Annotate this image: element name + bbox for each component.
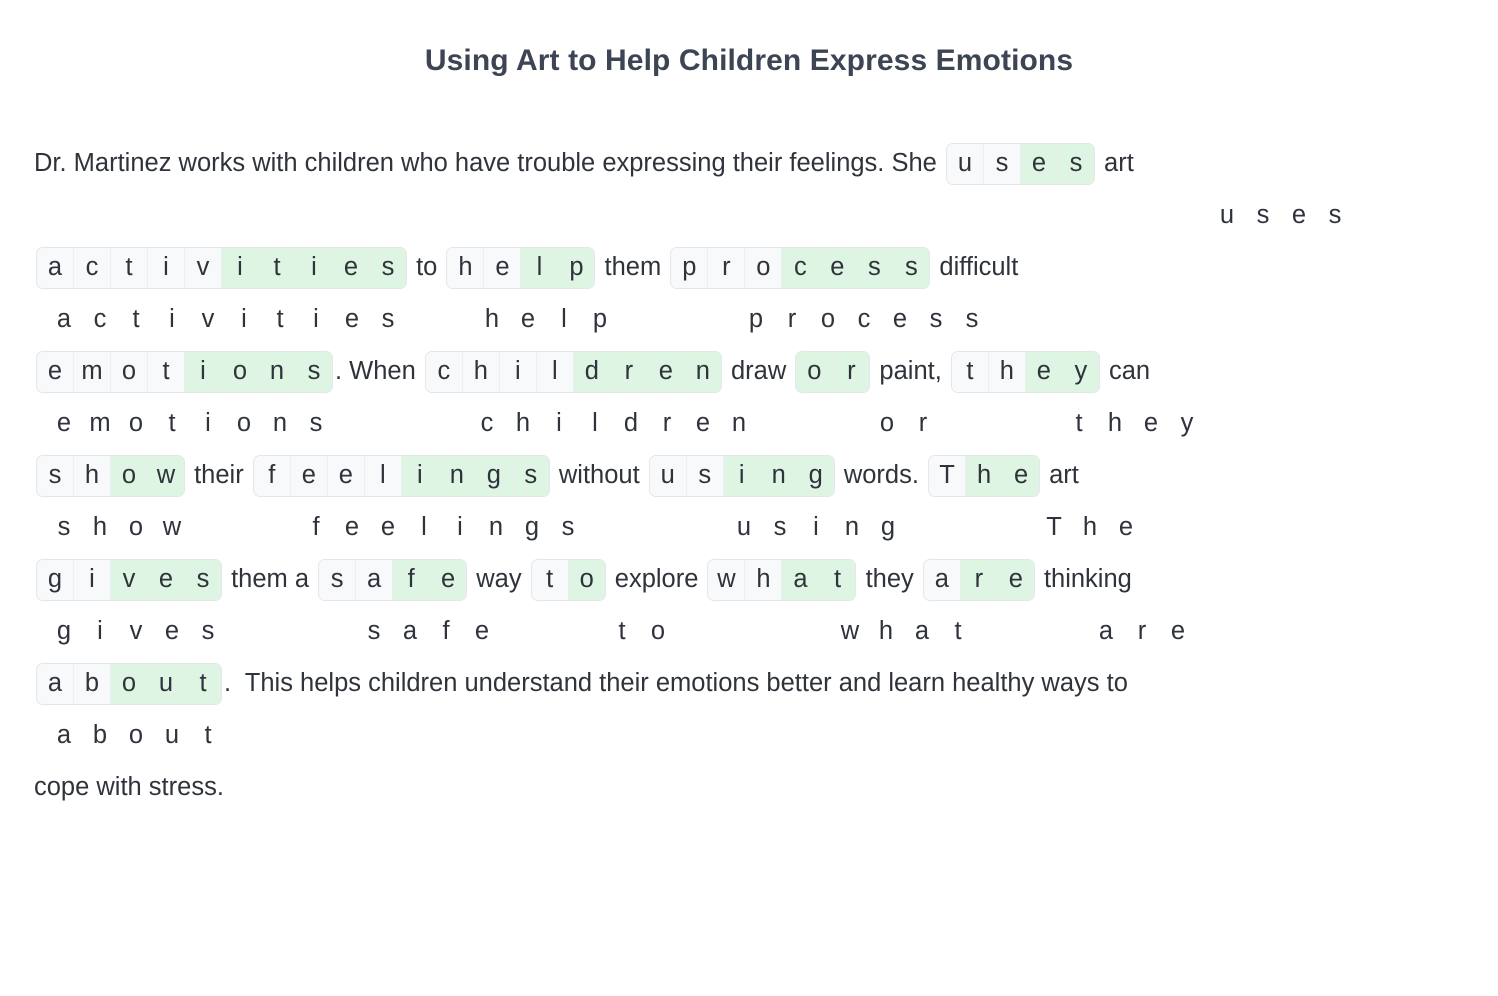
static-text: Dr. Martinez works with children who have trouble expressing their feelings. She — [34, 149, 944, 178]
letter-cell[interactable]: e — [1021, 144, 1058, 184]
letter-cell[interactable]: o — [569, 560, 605, 600]
text-line-main — [34, 240, 1464, 296]
letter-cell[interactable]: t — [111, 248, 148, 288]
document-body — [34, 136, 1464, 816]
letter-cell[interactable]: e — [328, 456, 365, 496]
shadow-letter: t — [276, 305, 284, 334]
letter-cell[interactable]: p — [671, 248, 708, 288]
shadow-word — [356, 619, 500, 645]
letter-cell[interactable]: l — [537, 352, 574, 392]
shadow-letter: h — [1107, 409, 1123, 438]
shadow-letter: i — [457, 513, 463, 542]
shadow-letter: h — [1082, 513, 1098, 542]
shadow-letter: u — [1219, 201, 1235, 230]
static-text: without — [551, 461, 647, 490]
letter-cell[interactable]: c — [782, 248, 819, 288]
shadow-word — [298, 515, 586, 541]
letter-cell[interactable]: r — [708, 248, 745, 288]
shadow-letter: i — [97, 617, 103, 646]
letter-cell[interactable]: v — [111, 560, 148, 600]
shadow-word — [869, 411, 941, 437]
static-text: they — [858, 565, 921, 594]
letter-cell[interactable]: a — [924, 560, 961, 600]
shadow-letter: e — [1291, 201, 1307, 230]
shadow-letter: h — [484, 305, 500, 334]
shadow-letter: f — [312, 513, 320, 542]
static-text: difficult — [932, 253, 1019, 282]
text-line-main — [34, 448, 1464, 504]
shadow-letter: a — [56, 305, 72, 334]
letter-cell[interactable]: s — [37, 456, 74, 496]
letter-cell[interactable]: f — [254, 456, 291, 496]
text-line-main — [34, 552, 1464, 608]
letter-cell[interactable]: T — [929, 456, 966, 496]
letter-cell[interactable]: i — [724, 456, 761, 496]
shadow-letter: g — [880, 513, 896, 542]
shadow-letter: w — [162, 513, 182, 542]
shadow-letter: i — [313, 305, 319, 334]
boxed-word[interactable] — [36, 559, 222, 601]
shadow-word — [46, 515, 190, 541]
letter-cell[interactable]: t — [185, 664, 221, 704]
static-text: can — [1101, 357, 1151, 386]
shadow-letter: w — [840, 617, 860, 646]
letter-cell[interactable]: i — [500, 352, 537, 392]
static-text: draw — [723, 357, 794, 386]
shadow-letter: t — [618, 617, 626, 646]
shadow-letter: o — [128, 721, 144, 750]
page-title: Using Art to Help Children Express Emotions — [424, 44, 1074, 77]
letter-cell[interactable]: c — [426, 352, 463, 392]
text-line — [34, 656, 1464, 760]
letter-cell[interactable]: s — [296, 352, 332, 392]
text-line-shadow — [34, 608, 1464, 656]
letter-cell[interactable]: y — [1063, 352, 1099, 392]
shadow-letter: r — [1137, 617, 1147, 646]
boxed-word[interactable] — [446, 247, 595, 289]
shadow-letter: e — [695, 409, 711, 438]
letter-cell[interactable]: h — [463, 352, 500, 392]
shadow-letter: s — [1256, 201, 1270, 230]
shadow-letter: p — [592, 305, 608, 334]
shadow-letter: o — [128, 409, 144, 438]
letter-cell[interactable]: l — [521, 248, 558, 288]
shadow-letter: l — [421, 513, 427, 542]
letter-cell[interactable]: a — [782, 560, 819, 600]
shadow-letter: l — [561, 305, 567, 334]
letter-cell[interactable]: s — [856, 248, 893, 288]
letter-cell[interactable]: e — [819, 248, 856, 288]
shadow-letter: o — [820, 305, 836, 334]
letter-cell[interactable]: n — [439, 456, 476, 496]
letter-cell[interactable]: p — [558, 248, 594, 288]
shadow-letter: a — [914, 617, 930, 646]
letter-cell[interactable]: s — [893, 248, 929, 288]
shadow-letter: c — [480, 409, 494, 438]
shadow-letter: t — [204, 721, 212, 750]
shadow-letter: o — [650, 617, 666, 646]
shadow-letter: e — [164, 617, 180, 646]
text-line-main — [34, 656, 1464, 712]
letter-cell[interactable]: h — [447, 248, 484, 288]
shadow-letter: e — [344, 305, 360, 334]
letter-cell[interactable]: n — [761, 456, 798, 496]
static-text: . This helps children understand their emotions better and learn healthy ways to — [224, 669, 1128, 698]
letter-cell[interactable]: e — [148, 560, 185, 600]
boxed-word[interactable] — [36, 663, 222, 705]
letter-cell[interactable]: r — [961, 560, 998, 600]
shadow-letter: s — [201, 617, 215, 646]
letter-cell[interactable]: e — [333, 248, 370, 288]
static-text: their — [187, 461, 251, 490]
text-line-shadow — [34, 712, 1464, 760]
shadow-letter: u — [164, 721, 180, 750]
text-line — [34, 136, 1464, 240]
shadow-letter: y — [1180, 409, 1194, 438]
shadow-letter: s — [773, 513, 787, 542]
text-line-main — [34, 344, 1464, 400]
letter-cell[interactable]: e — [998, 560, 1034, 600]
shadow-letter: T — [1046, 513, 1062, 542]
letter-cell[interactable]: w — [148, 456, 184, 496]
letter-cell[interactable]: s — [319, 560, 356, 600]
shadow-letter: n — [731, 409, 747, 438]
boxed-word[interactable] — [649, 455, 835, 497]
text-line-main — [34, 760, 1464, 816]
shadow-letter: t — [1075, 409, 1083, 438]
shadow-word — [46, 619, 226, 645]
letter-cell[interactable]: t — [819, 560, 855, 600]
boxed-word[interactable] — [923, 559, 1035, 601]
boxed-word[interactable] — [928, 455, 1040, 497]
letter-cell[interactable]: o — [796, 352, 833, 392]
shadow-letter: i — [205, 409, 211, 438]
letter-cell[interactable]: s — [185, 560, 221, 600]
letter-cell[interactable]: a — [37, 248, 74, 288]
static-text: art — [1096, 149, 1134, 178]
boxed-word[interactable] — [707, 559, 856, 601]
shadow-letter: s — [381, 305, 395, 334]
shadow-word — [832, 619, 976, 645]
letter-cell[interactable]: l — [365, 456, 402, 496]
letter-cell[interactable]: o — [111, 352, 148, 392]
shadow-letter: h — [878, 617, 894, 646]
shadow-letter: r — [662, 409, 672, 438]
shadow-letter: h — [92, 513, 108, 542]
letter-cell[interactable]: i — [148, 248, 185, 288]
letter-cell[interactable]: d — [574, 352, 611, 392]
shadow-letter: t — [954, 617, 962, 646]
shadow-letter: e — [1118, 513, 1134, 542]
shadow-word — [46, 411, 334, 437]
letter-cell[interactable]: a — [37, 664, 74, 704]
shadow-word — [1088, 619, 1196, 645]
shadow-letter: s — [57, 513, 71, 542]
letter-cell[interactable]: u — [947, 144, 984, 184]
boxed-word[interactable] — [318, 559, 467, 601]
static-text: them a — [224, 565, 317, 594]
shadow-letter: s — [561, 513, 575, 542]
letter-cell[interactable]: t — [259, 248, 296, 288]
letter-cell[interactable]: i — [402, 456, 439, 496]
shadow-letter: e — [380, 513, 396, 542]
shadow-letter: u — [736, 513, 752, 542]
letter-cell[interactable]: s — [513, 456, 549, 496]
letter-cell[interactable]: e — [648, 352, 685, 392]
letter-cell[interactable]: o — [745, 248, 782, 288]
static-text: paint, — [872, 357, 949, 386]
text-line — [34, 448, 1464, 552]
shadow-letter: n — [488, 513, 504, 542]
shadow-letter: r — [918, 409, 928, 438]
shadow-word — [46, 307, 406, 333]
boxed-word[interactable] — [951, 351, 1100, 393]
letter-cell[interactable]: c — [74, 248, 111, 288]
text-line — [34, 760, 1464, 816]
static-text: them — [597, 253, 669, 282]
shadow-letter: t — [132, 305, 140, 334]
boxed-word[interactable] — [253, 455, 550, 497]
letter-cell[interactable]: o — [111, 664, 148, 704]
letter-cell[interactable]: a — [356, 560, 393, 600]
letter-cell[interactable]: r — [833, 352, 869, 392]
boxed-word[interactable] — [425, 351, 722, 393]
shadow-letter: p — [748, 305, 764, 334]
static-text: to — [409, 253, 445, 282]
text-line-main — [34, 136, 1464, 192]
shadow-letter: v — [129, 617, 143, 646]
letter-cell[interactable]: b — [74, 664, 111, 704]
letter-cell[interactable]: e — [1003, 456, 1039, 496]
text-line — [34, 344, 1464, 448]
letter-cell[interactable]: e — [1026, 352, 1063, 392]
shadow-letter: e — [520, 305, 536, 334]
letter-cell[interactable]: t — [148, 352, 185, 392]
text-line — [34, 240, 1464, 344]
letter-cell[interactable]: n — [259, 352, 296, 392]
letter-cell[interactable]: i — [296, 248, 333, 288]
static-text: way — [469, 565, 529, 594]
letter-cell[interactable]: i — [74, 560, 111, 600]
shadow-letter: h — [515, 409, 531, 438]
shadow-letter: a — [1098, 617, 1114, 646]
shadow-letter: i — [169, 305, 175, 334]
boxed-word[interactable] — [36, 351, 333, 393]
shadow-letter: s — [1328, 201, 1342, 230]
shadow-letter: o — [236, 409, 252, 438]
shadow-word — [604, 619, 676, 645]
shadow-letter: a — [402, 617, 418, 646]
shadow-letter: g — [56, 617, 72, 646]
letter-cell[interactable]: o — [222, 352, 259, 392]
boxed-word[interactable] — [670, 247, 930, 289]
shadow-letter: s — [309, 409, 323, 438]
letter-cell[interactable]: s — [984, 144, 1021, 184]
letter-cell[interactable]: r — [611, 352, 648, 392]
letter-cell[interactable]: h — [966, 456, 1003, 496]
boxed-word[interactable] — [795, 351, 870, 393]
shadow-word — [474, 307, 618, 333]
shadow-letter: f — [442, 617, 450, 646]
letter-cell[interactable]: f — [393, 560, 430, 600]
letter-cell[interactable]: i — [222, 248, 259, 288]
letter-cell[interactable]: n — [685, 352, 721, 392]
letter-cell[interactable]: e — [484, 248, 521, 288]
letter-cell[interactable]: g — [798, 456, 834, 496]
boxed-word[interactable] — [531, 559, 606, 601]
static-text: cope with stress. — [34, 773, 224, 802]
text-line-shadow — [34, 192, 1464, 240]
letter-cell[interactable]: s — [687, 456, 724, 496]
text-line — [34, 552, 1464, 656]
letter-cell[interactable]: m — [74, 352, 111, 392]
letter-cell[interactable]: s — [370, 248, 406, 288]
letter-cell[interactable]: g — [476, 456, 513, 496]
shadow-letter: v — [201, 305, 215, 334]
shadow-letter: o — [128, 513, 144, 542]
letter-cell[interactable]: u — [650, 456, 687, 496]
shadow-word — [1209, 203, 1353, 229]
letter-cell[interactable]: t — [532, 560, 569, 600]
shadow-letter: s — [929, 305, 943, 334]
shadow-letter: c — [857, 305, 871, 334]
shadow-letter: s — [965, 305, 979, 334]
shadow-letter: e — [56, 409, 72, 438]
static-text: thinking — [1036, 565, 1132, 594]
letter-cell[interactable]: h — [74, 456, 111, 496]
letter-cell[interactable]: o — [111, 456, 148, 496]
shadow-letter: l — [592, 409, 598, 438]
letter-cell[interactable]: t — [952, 352, 989, 392]
static-text: words. — [836, 461, 927, 490]
shadow-letter: s — [367, 617, 381, 646]
text-line-shadow — [34, 296, 1464, 344]
shadow-letter: i — [556, 409, 562, 438]
static-text: . When — [335, 357, 423, 386]
static-text: explore — [607, 565, 706, 594]
shadow-letter: t — [168, 409, 176, 438]
letter-cell[interactable]: e — [430, 560, 466, 600]
shadow-word — [1036, 515, 1144, 541]
shadow-letter: o — [879, 409, 895, 438]
shadow-word — [46, 723, 226, 749]
boxed-word[interactable] — [36, 247, 407, 289]
shadow-letter: e — [1143, 409, 1159, 438]
shadow-letter: i — [241, 305, 247, 334]
letter-cell[interactable]: h — [745, 560, 782, 600]
shadow-letter: r — [787, 305, 797, 334]
shadow-word — [1061, 411, 1205, 437]
shadow-letter: a — [56, 721, 72, 750]
shadow-letter: d — [623, 409, 639, 438]
shadow-word — [469, 411, 757, 437]
letter-cell[interactable]: e — [291, 456, 328, 496]
shadow-letter: e — [474, 617, 490, 646]
shadow-letter: e — [344, 513, 360, 542]
shadow-letter: e — [1170, 617, 1186, 646]
letter-cell[interactable]: v — [185, 248, 222, 288]
shadow-word — [726, 515, 906, 541]
shadow-letter: m — [89, 409, 111, 438]
static-text: art — [1042, 461, 1079, 490]
shadow-letter: g — [524, 513, 540, 542]
letter-cell[interactable]: w — [708, 560, 745, 600]
letter-cell[interactable]: i — [185, 352, 222, 392]
shadow-letter: b — [92, 721, 108, 750]
shadow-letter: e — [892, 305, 908, 334]
shadow-letter: i — [813, 513, 819, 542]
shadow-letter: c — [93, 305, 107, 334]
shadow-letter: n — [844, 513, 860, 542]
text-line-shadow — [34, 504, 1464, 552]
letter-cell[interactable]: g — [37, 560, 74, 600]
letter-cell[interactable]: h — [989, 352, 1026, 392]
letter-cell[interactable]: e — [37, 352, 74, 392]
boxed-word[interactable] — [36, 455, 185, 497]
text-line-shadow — [34, 400, 1464, 448]
letter-cell[interactable]: s — [1058, 144, 1094, 184]
shadow-word — [738, 307, 990, 333]
letter-cell[interactable]: u — [148, 664, 185, 704]
boxed-word[interactable] — [946, 143, 1095, 185]
shadow-letter: n — [272, 409, 288, 438]
